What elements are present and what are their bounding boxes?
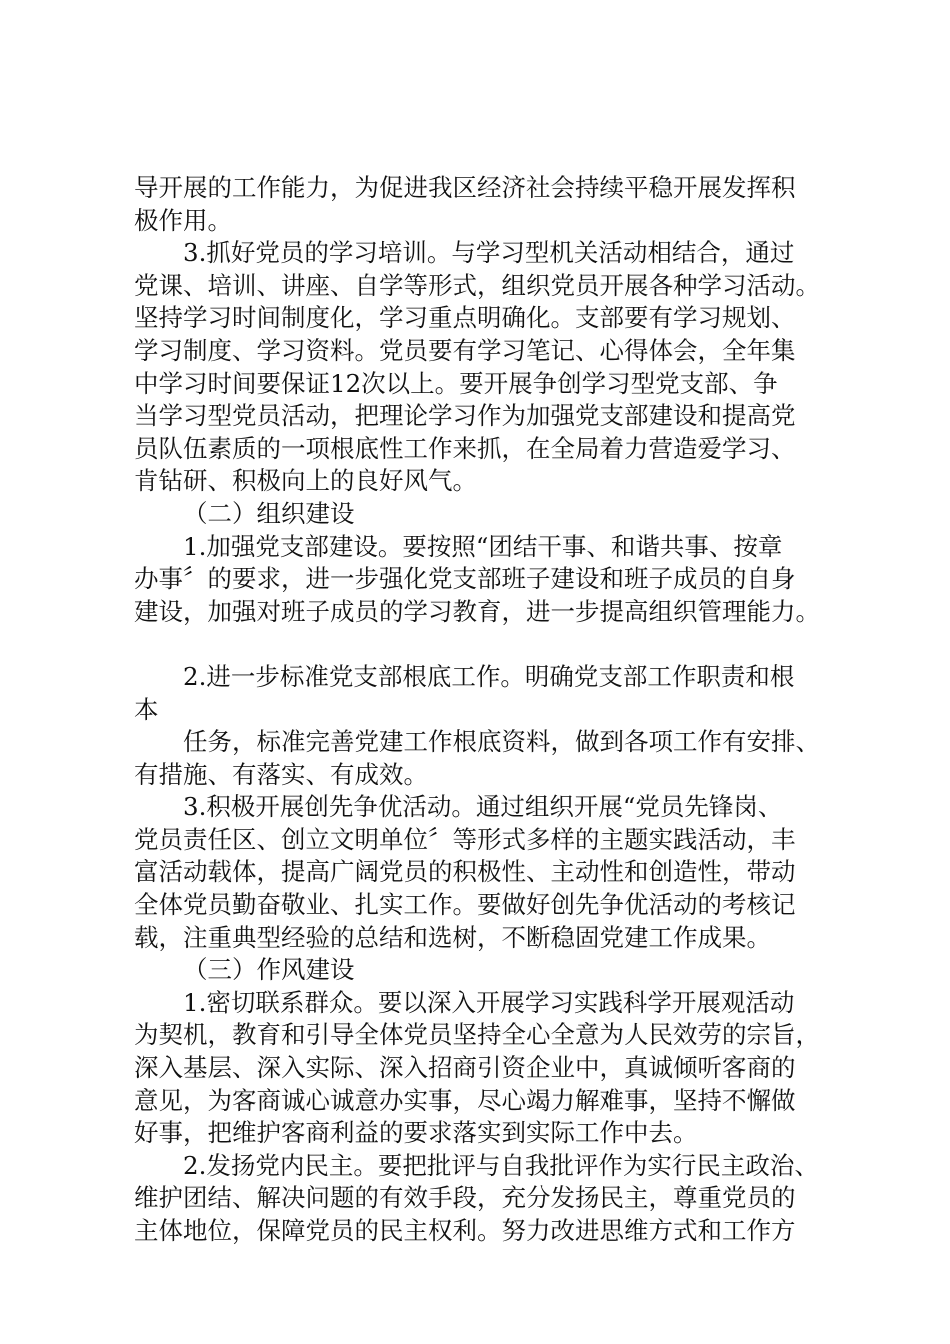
- text-line: （三）作风建设: [183, 955, 355, 985]
- text-line: 为契机，教育和引导全体党员坚持全心全意为人民效劳的宗旨，: [134, 1020, 820, 1050]
- text-line: 任务，标准完善党建工作根底资料，做到各项工作有安排、: [183, 727, 820, 757]
- text-line: 极作用。: [134, 205, 232, 235]
- text-line: 建设，加强对班子成员的学习教育，进一步提高组织管理能力。: [134, 596, 820, 626]
- text-line: 2.发扬党内民主。要把批评与自我批评作为实行民主政治、: [183, 1150, 819, 1180]
- text-line: 有措施、有落实、有成效。: [134, 759, 428, 789]
- text-line: 2.进一步标准党支部根底工作。明确党支部工作职责和根: [183, 661, 795, 691]
- text-line: 主体地位，保障党员的民主权利。努力改进思维方式和工作方: [134, 1216, 796, 1245]
- text-line: （二）组织建设: [183, 498, 355, 528]
- text-line: 当学习型党员活动，把理论学习作为加强党支部建设和提高党: [134, 401, 796, 431]
- text-line: 好事，把维护客商利益的要求落实到实际工作中去。: [134, 1118, 698, 1148]
- text-line: 导开展的工作能力，为促进我区经济社会持续平稳开展发挥积: [134, 173, 796, 202]
- text-line: 肯钻研、积极向上的良好风气。: [134, 466, 477, 496]
- text-line: 坚持学习时间制度化，学习重点明确化。支部要有学习规划、: [134, 303, 796, 333]
- text-line: 学习制度、学习资料。党员要有学习笔记、心得体会，全年集: [134, 335, 796, 365]
- document-body: [134, 172, 834, 1248]
- text-line: 意见，为客商诚心诚意办实事，尽心竭力解难事，坚持不懈做: [134, 1085, 796, 1115]
- text-line: 3.积极开展创先争优活动。通过组织开展“党员先锋岗、: [183, 792, 783, 822]
- text-line: 中学习时间要保证12次以上。要开展争创学习型党支部、争: [134, 368, 778, 398]
- text-line: 维护团结、解决问题的有效手段，充分发扬民主，尊重党员的: [134, 1183, 796, 1213]
- text-line: 员队伍素质的一项根底性工作来抓，在全局着力营造爱学习、: [134, 433, 796, 463]
- text-line: 1.加强党支部建设。要按照“团结干事、和谐共事、按章: [183, 531, 783, 561]
- text-line: 3.抓好党员的学习培训。与学习型机关活动相结合，通过: [183, 238, 795, 268]
- blank-line: [134, 628, 834, 661]
- text-line: 党员责任区、创立文明单位〞等形式多样的主题实践活动，丰: [134, 824, 796, 854]
- text-line: 富活动载体，提高广阔党员的积极性、主动性和创造性，带动: [134, 857, 796, 887]
- text-line: 本: [134, 694, 159, 724]
- text-line: 深入基层、深入实际、深入招商引资企业中，真诚倾听客商的: [134, 1053, 796, 1083]
- text-line: 1.密切联系群众。要以深入开展学习实践科学开展观活动: [183, 987, 795, 1017]
- text-line: 办事〞的要求，进一步强化党支部班子建设和班子成员的自身: [134, 564, 796, 594]
- text-line: 党课、培训、讲座、自学等形式，组织党员开展各种学习活动。: [134, 270, 820, 300]
- text-line: 全体党员勤奋敬业、扎实工作。要做好创先争优活动的考核记: [134, 890, 796, 920]
- text-line: 载，注重典型经验的总结和选树，不断稳固党建工作成果。: [134, 922, 771, 952]
